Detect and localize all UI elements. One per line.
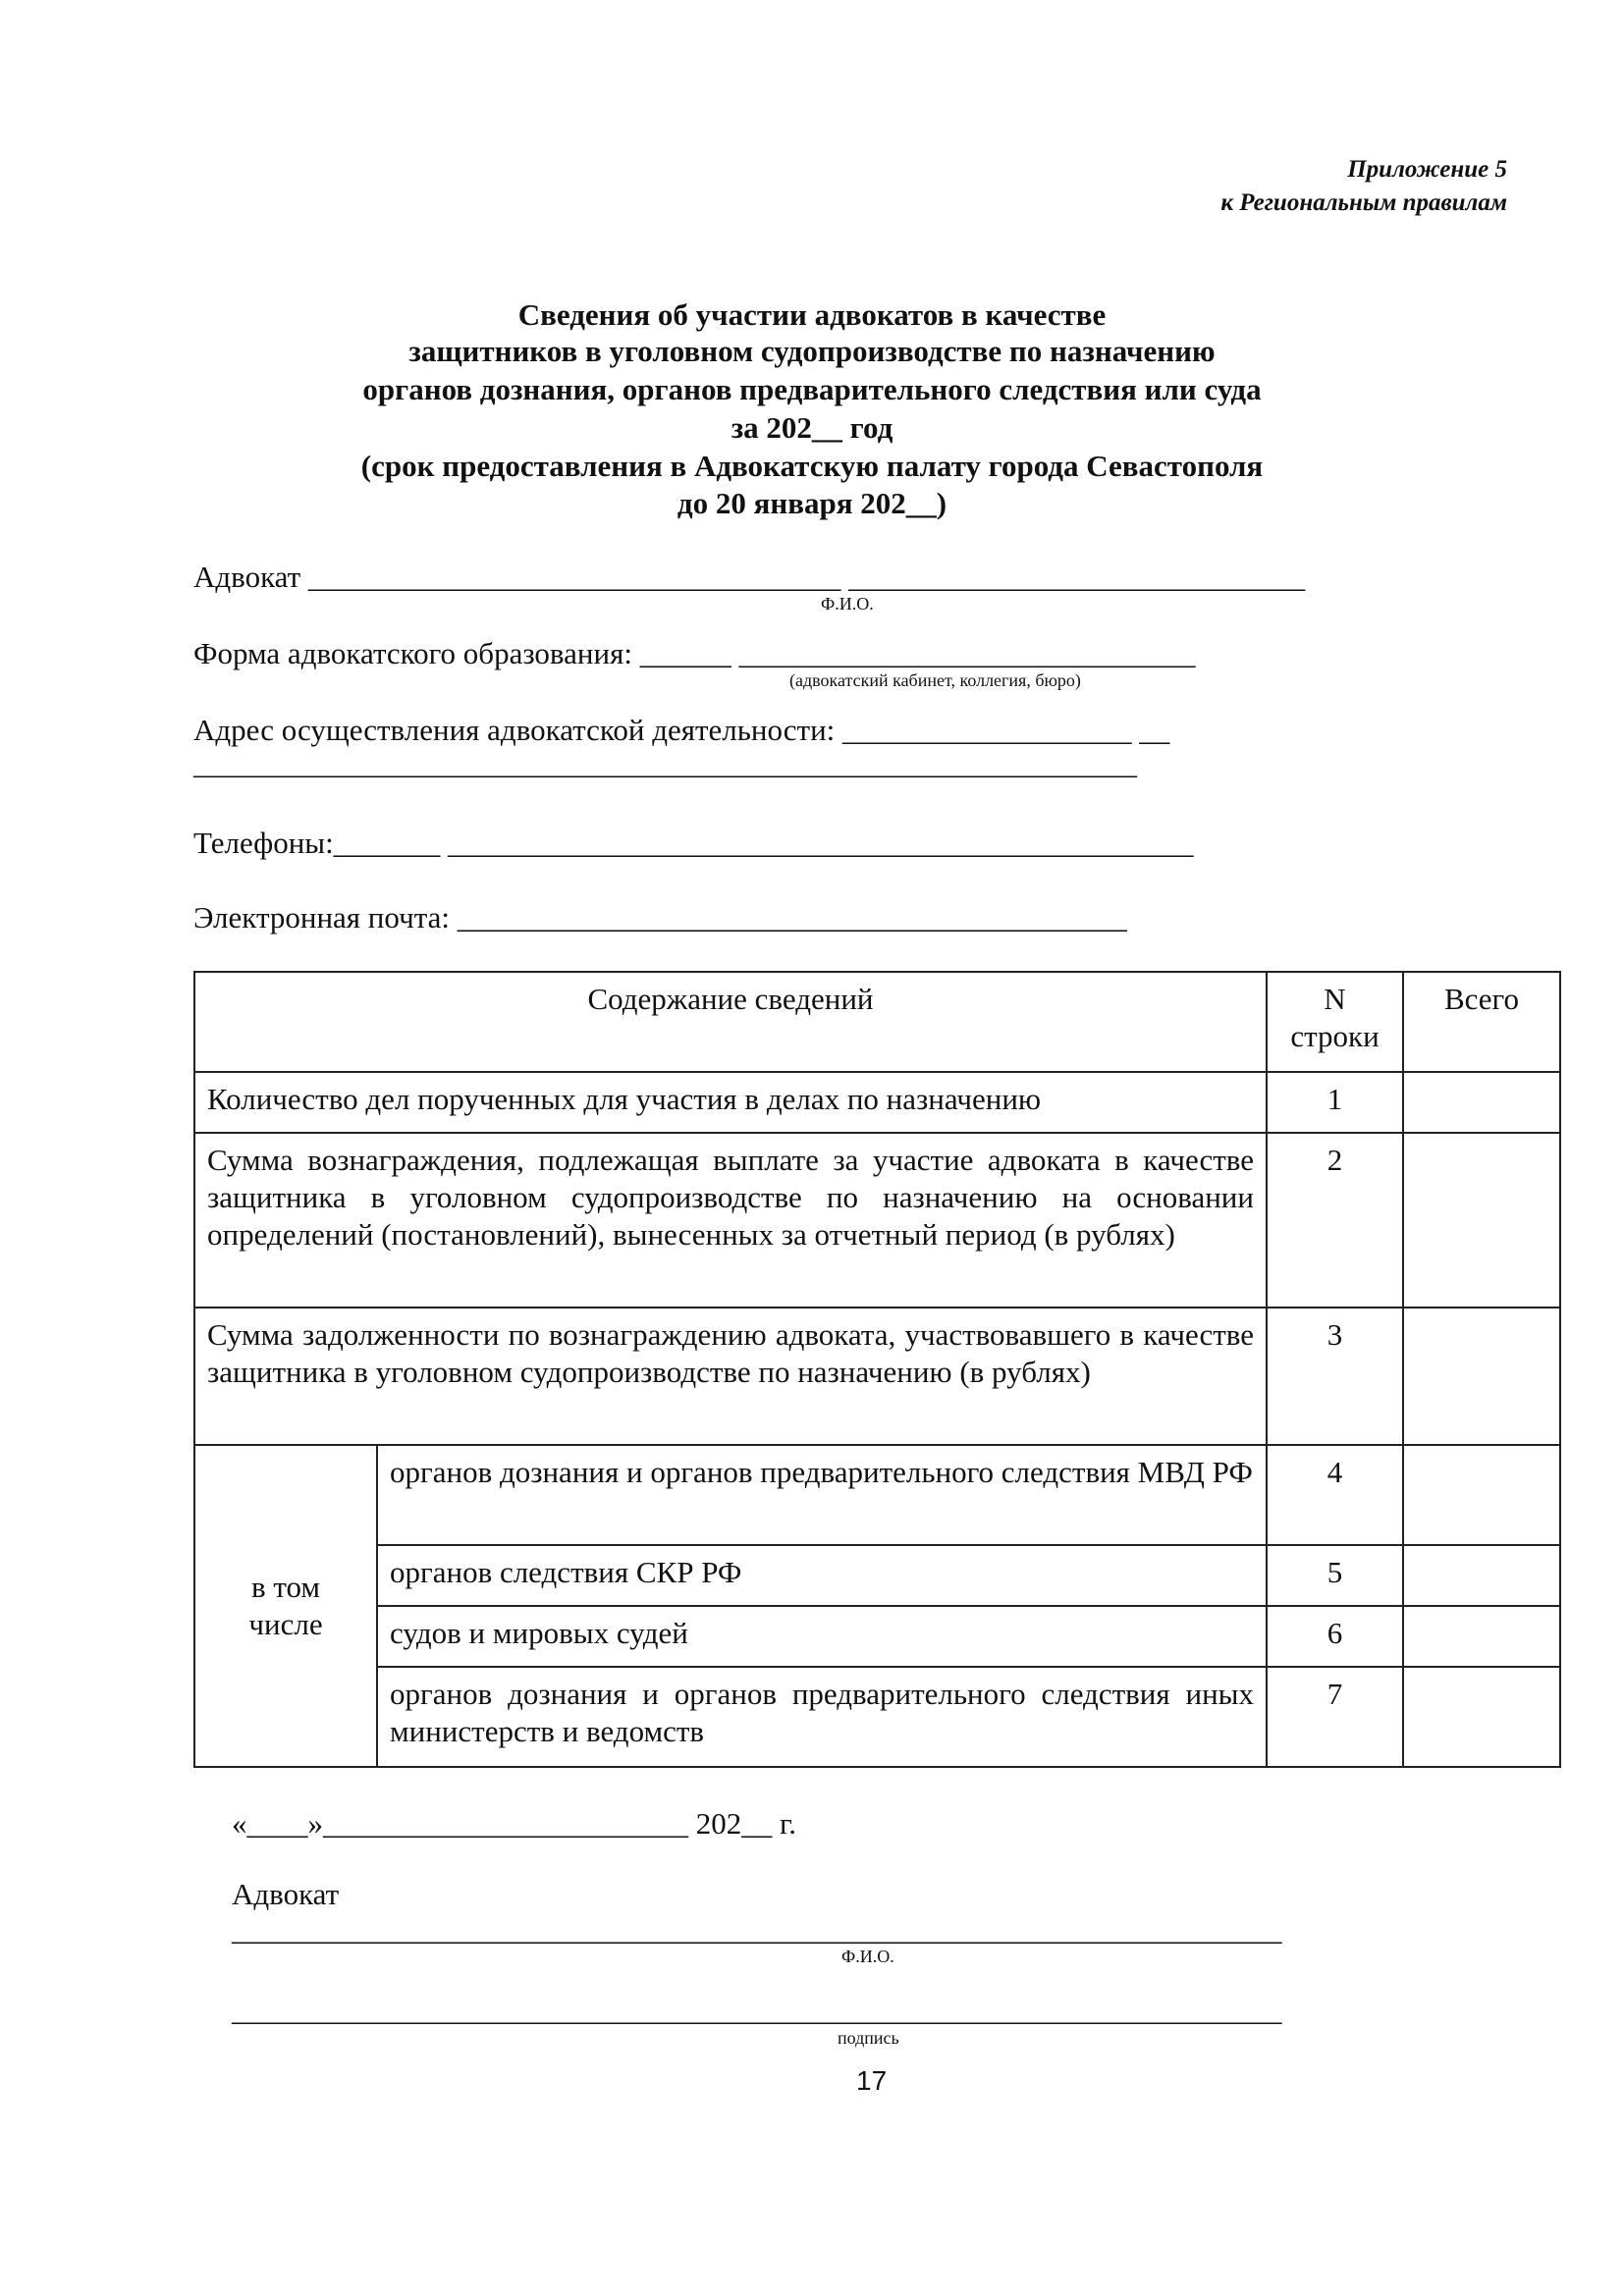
- header-content-cell: Содержание сведений: [194, 972, 1267, 1072]
- appendix-line-1: Приложение 5: [1347, 156, 1507, 183]
- phones-field[interactable]: Телефоны:_______ _________________________________________________: [193, 826, 1194, 860]
- page-number: 17: [856, 2065, 888, 2096]
- date-field[interactable]: «____»________________________ 202__ г.: [232, 1806, 796, 1841]
- lawyer-field[interactable]: Адвокат ___________________________________ ______________________________: [193, 560, 1306, 594]
- information-table: [193, 971, 1561, 1768]
- subrow-total-cell[interactable]: [1403, 1545, 1560, 1606]
- group-label-cell: в том числе: [194, 1445, 377, 1767]
- row-text-cell: Сумма вознаграждения, подлежащая выплате за участие адвоката в качестве защитника в уголовном судопроизводстве по назначению на основании определений (постановлений), вынесенных за отчетный период (в рублях): [194, 1133, 1267, 1308]
- row-number-cell: 2: [1267, 1133, 1403, 1308]
- table-subrow: [194, 1445, 1560, 1545]
- document-title-line-1: Сведения об участии адвокатов в качестве: [517, 297, 1107, 332]
- subrow-total-cell[interactable]: [1403, 1606, 1560, 1667]
- header-total-cell: Всего: [1403, 972, 1560, 1072]
- formation-caption: (адвокатский кабинет, коллегия, бюро): [789, 670, 1081, 690]
- subrow-number-cell: 5: [1267, 1545, 1403, 1606]
- row-total-cell[interactable]: [1403, 1133, 1560, 1308]
- advocate-formation-field[interactable]: Форма адвокатского образования: ______ ______________________________: [193, 636, 1196, 670]
- row-text-cell: Количество дел порученных для участия в делах по назначению: [194, 1072, 1267, 1133]
- subrow-number-cell: 4: [1267, 1445, 1403, 1545]
- footer-lawyer-label: Адвокат: [232, 1877, 340, 1911]
- subrow-total-cell[interactable]: [1403, 1445, 1560, 1545]
- lawyer-fio-caption: Ф.И.О.: [821, 594, 874, 614]
- address-field[interactable]: Адрес осуществления адвокатской деятельности: ___________________ __: [193, 713, 1170, 747]
- subrow-text-cell: органов дознания и органов предварительного следствия иных министерств и ведомств: [377, 1667, 1267, 1767]
- document-title-line-6: до 20 января 202__): [677, 486, 947, 520]
- document-title-line-5: (срок предоставления в Адвокатскую палату города Севастополя: [360, 449, 1264, 483]
- fio-signature-line[interactable]: _____________________________________________________________________: [232, 1912, 1282, 1947]
- row-total-cell[interactable]: [1403, 1072, 1560, 1133]
- row-total-cell[interactable]: [1403, 1308, 1560, 1445]
- subrow-text-cell: органов следствия СКР РФ: [377, 1545, 1267, 1606]
- header-line-number-cell: N строки: [1267, 972, 1403, 1072]
- table-subrow: [194, 1606, 1560, 1667]
- appendix-line-2: к Региональным правилам: [1220, 189, 1507, 216]
- document-title-line-2: защитников в уголовном судопроизводстве по назначению: [408, 334, 1216, 368]
- table-row: [194, 1072, 1560, 1133]
- document-title-line-3: органов дознания, органов предварительного следствия или суда: [362, 372, 1262, 406]
- subrow-number-cell: 7: [1267, 1667, 1403, 1767]
- row-number-cell: 1: [1267, 1072, 1403, 1133]
- table-row: [194, 1308, 1560, 1445]
- email-field[interactable]: Электронная почта: ____________________________________________: [193, 900, 1127, 934]
- subrow-text-cell: судов и мировых судей: [377, 1606, 1267, 1667]
- table-row: [194, 1133, 1560, 1308]
- signature-caption: подпись: [838, 2028, 899, 2048]
- signature-line[interactable]: _____________________________________________________________________: [232, 1993, 1282, 2027]
- row-number-cell: 3: [1267, 1308, 1403, 1445]
- subrow-text-cell: органов дознания и органов предварительного следствия МВД РФ: [377, 1445, 1267, 1545]
- address-field-line-2[interactable]: ______________________________________________________________: [193, 746, 1137, 780]
- subrow-total-cell[interactable]: [1403, 1667, 1560, 1767]
- table-header-row: [194, 972, 1560, 1072]
- document-title-line-4: за 202__ год: [731, 410, 893, 445]
- subrow-number-cell: 6: [1267, 1606, 1403, 1667]
- row-text-cell: Сумма задолженности по вознаграждению адвоката, участвовавшего в качестве защитника в уголовном судопроизводстве по назначению (в рублях): [194, 1308, 1267, 1445]
- table-subrow: [194, 1545, 1560, 1606]
- fio-caption: Ф.И.О.: [841, 1947, 894, 1966]
- table-subrow: [194, 1667, 1560, 1767]
